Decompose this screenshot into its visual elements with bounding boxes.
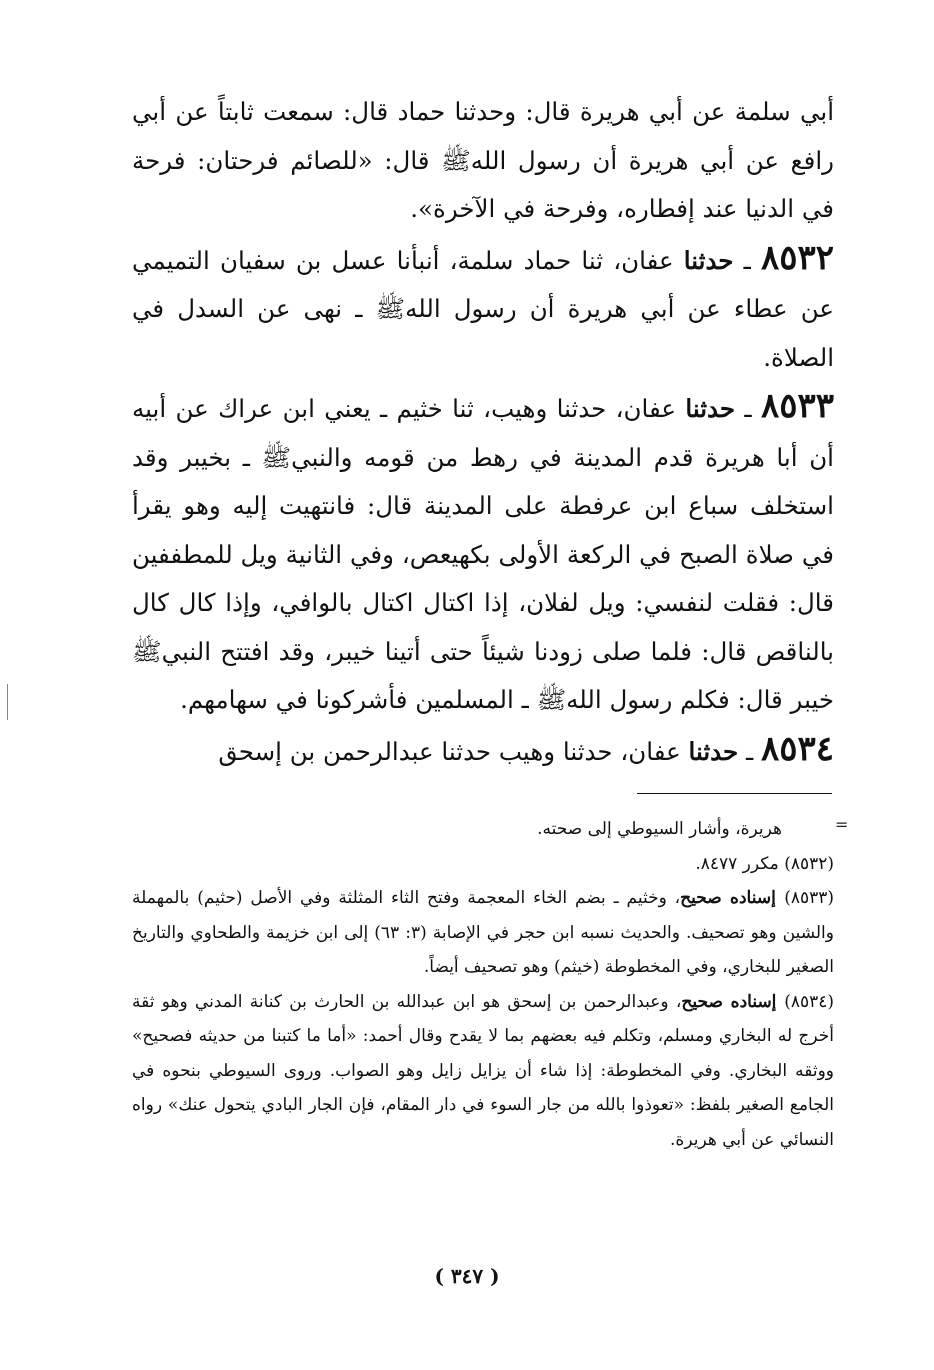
hadith-text: عفان، ثنا حماد سلمة، أنبأنا عسل بن سفيان التميمي عن عطاء عن أبي هريرة أن رسول اللهﷺ ـ نهى عن السدل في الصلاة. bbox=[132, 245, 834, 372]
hadith-dash: ـ bbox=[738, 736, 761, 766]
footnote-text: مكرر ٨٤٧٧. bbox=[695, 853, 785, 874]
hadith-number: ٨٥٣٣ bbox=[760, 386, 834, 426]
hadith-text: عفان، حدثنا وهيب حدثنا عبدالرحمن بن إسحق bbox=[218, 736, 689, 766]
footnote-continuation: هريرة، وأشار السيوطي إلى صحته. bbox=[537, 819, 782, 839]
hadith-number: ٨٥٣٤ bbox=[760, 728, 834, 769]
footnotes bbox=[132, 812, 834, 1157]
footnote-label: (٨٥٣٣) bbox=[784, 888, 835, 908]
footnote-keyword: إسناده صحيح bbox=[680, 888, 785, 908]
footnote-continuation-mark: = bbox=[835, 815, 849, 834]
footnote-text: ، وعبدالرحمن بن إسحق هو ابن عبدالله بن الحارث بن كنانة المدني وهو ثقة أخرج له البخاري ومسلم، وتكلم فيه بعضهم بما لا يقدح وقال أحمد: «أما ما كتبنا من حديثه فصحيح» ووثقه البخاري. وفي المخطوطة: إذا شاء أن يزايل زايل وهو الصواب. وروى السيوطي بنحوه في الجامع الصغير بلفظ: «تعوذوا بالله من جار السوء في دار المقام، فإن الجار البادي يتحول عنك» رواه النسائي عن أبي هريرة. bbox=[132, 991, 834, 1150]
hadith-dash: ـ bbox=[735, 394, 761, 423]
hadith-number: ٨٥٣٢ bbox=[760, 237, 834, 278]
hadith-keyword: حدثنا bbox=[685, 394, 736, 423]
hadith-8533 bbox=[132, 382, 834, 725]
footnote-8534 bbox=[132, 985, 834, 1158]
footnote-label: (٨٥٣٢) bbox=[784, 853, 834, 874]
hadith-continuation: أبي سلمة عن أبي هريرة قال: وحدثنا حماد قال: سمعت ثابتاً عن أبي رافع عن أبي هريرة أن رسول اللهﷺ قال: «للصائم فرحتان: فرحة في الدنيا عند إفطاره، وفرحة في الآخرة». bbox=[132, 97, 834, 223]
hadith-8532 bbox=[132, 234, 834, 383]
footnote-text: ، وخثيم ـ بضم الخاء المعجمة وفتح الثاء المثلثة وفي الأصل (حثيم) بالمهملة والشين وهو تصحيف. والحديث نسبه ابن حجر في الإصابة (٣: ٦٣) إلى ابن خزيمة والطحاوي والتاريخ الصغير للبخاري، وفي المخطوطة (خيثم) وهو تصحيف أيضاً. bbox=[132, 888, 834, 977]
footnote-8533 bbox=[132, 881, 834, 985]
footnote-label: (٨٥٣٤) bbox=[784, 991, 834, 1012]
hadith-dash: ـ bbox=[733, 245, 761, 275]
hadith-text: عفان، حدثنا وهيب، ثنا خثيم ـ يعني ابن عراك عن أبيه أن أبا هريرة قدم المدينة في رهط من قومه والنبيﷺ ـ بخيبر وقد استخلف سباع ابن عرفطة على المدينة قال: فانتهيت إليه وهو يقرأ في صلاة الصبح في الركعة الأولى بكهيعص، وفي الثانية ويل للمطففين قال: فقلت لنفسي: ويل لفلان، إذا اكتال اكتال بالوافي، وإذا كال كال بالناقص قال: فلما صلى زودنا شيئاً حتى أتينا خيبر، وقد افتتح النبيﷺ خيبر قال: فكلم رسول اللهﷺ ـ المسلمين فأشركونا في سهامهم. bbox=[132, 394, 834, 714]
footnote-keyword: إسناده صحيح bbox=[681, 991, 785, 1012]
main-text bbox=[132, 88, 834, 776]
footnote-divider bbox=[637, 793, 832, 794]
footnote-8532 bbox=[132, 847, 834, 882]
hadith-keyword: حدثنا bbox=[688, 736, 739, 766]
hadith-keyword: حدثنا bbox=[683, 245, 734, 275]
page-number: ( ٣٤٧ ) bbox=[434, 1264, 500, 1288]
scan-gutter-mark bbox=[7, 684, 8, 720]
hadith-8534 bbox=[132, 725, 834, 777]
